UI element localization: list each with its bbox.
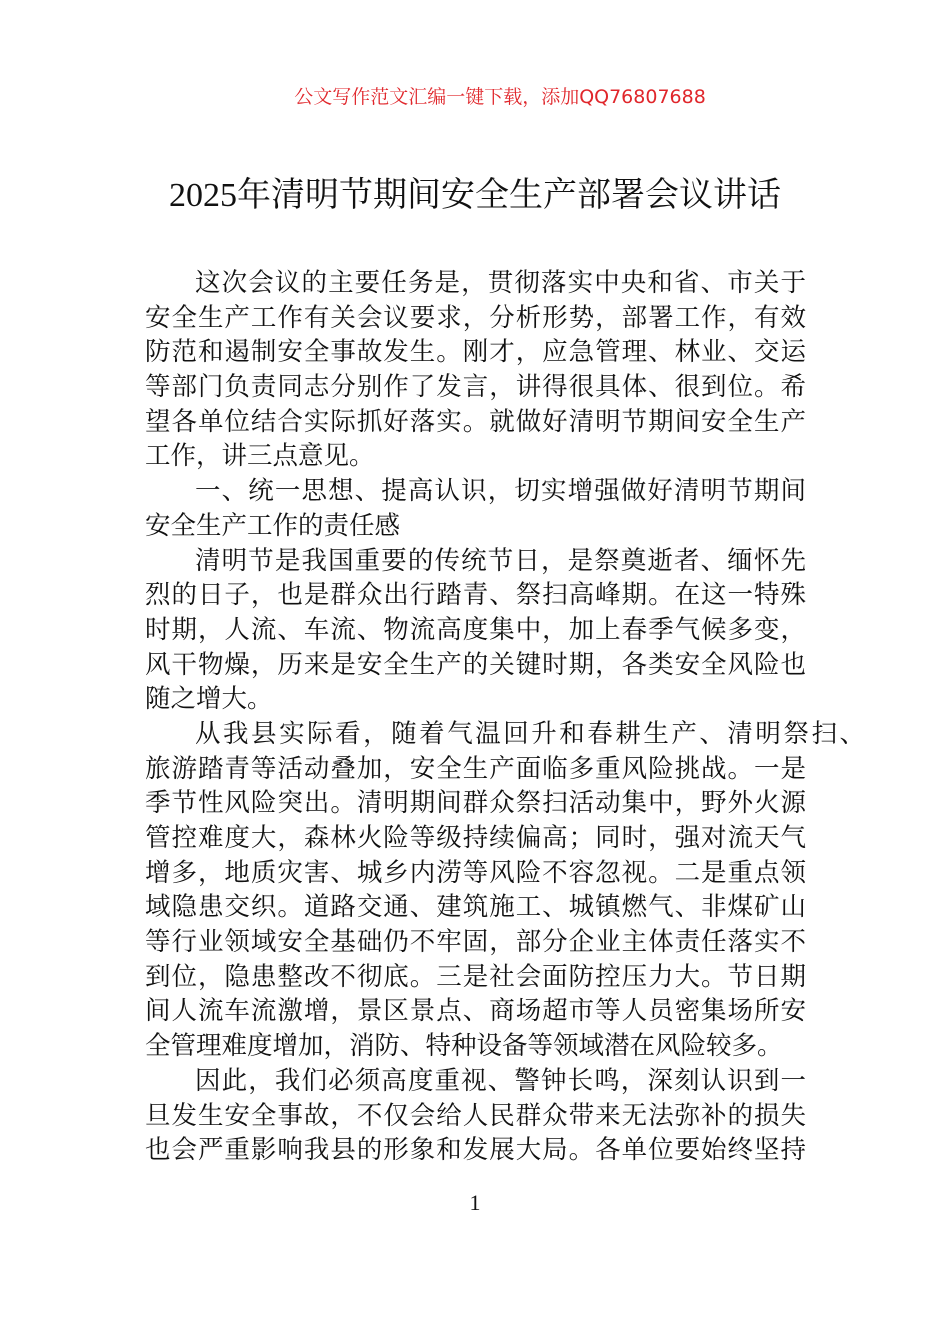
- text-line: 清明节是我国重要的传统节日，是祭奠逝者、缅怀先: [195, 545, 806, 576]
- text-line: 工作，讲三点意见。: [145, 441, 375, 472]
- page-number: 1: [469, 1190, 481, 1215]
- text-line: 随之增大。: [145, 684, 273, 715]
- text-line: 管控难度大，森林火险等级持续偏高；同时，强对流天气: [145, 823, 806, 853]
- text-line: 到位，隐患整改不彻底。三是社会面防控压力大。节日期: [145, 961, 806, 992]
- text-line: 季节性风险突出。清明期间群众祭扫活动集中，野外火源: [145, 788, 806, 819]
- text-line: 域隐患交织。道路交通、建筑施工、城镇燃气、非煤矿山: [145, 892, 806, 923]
- text-line: 一、统一思想、提高认识，切实增强做好清明节期间: [195, 476, 806, 507]
- text-line: 旦发生安全事故，不仅会给人民群众带来无法弥补的损失: [145, 1100, 806, 1131]
- text-line: 烈的日子，也是群众出行踏青、祭扫高峰期。在这一特殊: [145, 580, 806, 611]
- text-line: 全管理难度增加，消防、特种设备等领域潜在风险较多。: [145, 1031, 783, 1062]
- text-line: 望各单位结合实际抓好落实。就做好清明节期间安全生产: [145, 406, 806, 437]
- paragraph: [145, 717, 865, 1064]
- text-line: 也会严重影响我县的形象和发展大局。各单位要始终坚持: [145, 1135, 806, 1166]
- download-watermark-header: 公文写作范文汇编一键下载，添加QQ76807688: [294, 86, 706, 108]
- text-line: 旅游踏青等活动叠加，安全生产面临多重风险挑战。一是: [145, 753, 806, 784]
- text-line: 等部门负责同志分别作了发言，讲得很具体、很到位。希: [145, 372, 806, 403]
- text-line: 风干物燥，历来是安全生产的关键时期，各类安全风险也: [145, 649, 806, 680]
- text-line: 这次会议的主要任务是，贯彻落实中央和省、市关于: [195, 268, 806, 298]
- text-line: 安全生产工作有关会议要求，分析形势，部署工作，有效: [145, 302, 806, 333]
- section-heading: [145, 474, 806, 543]
- text-line: 时期，人流、车流、物流高度集中，加上春季气候多变，: [145, 614, 806, 645]
- text-line: 间人流车流激增，景区景点、商场超市等人员密集场所安: [145, 996, 806, 1027]
- text-line: 安全生产工作的责任感: [145, 510, 401, 541]
- paragraph: [145, 544, 806, 717]
- document-title: 2025年清明节期间安全生产部署会议讲话: [169, 177, 781, 214]
- text-line: 增多，地质灾害、城乡内涝等风险不容忽视。二是重点领: [145, 857, 806, 888]
- text-line: 因此，我们必须高度重视、警钟长鸣，深刻认识到一: [195, 1065, 806, 1096]
- paragraph: [145, 266, 806, 474]
- document-body: [145, 266, 865, 1168]
- paragraph: [145, 1064, 806, 1168]
- text-line: 防范和遏制安全事故发生。刚才，应急管理、林业、交运: [145, 337, 806, 368]
- text-line: 从我县实际看，随着气温回升和春耕生产、清明祭扫、: [195, 718, 865, 749]
- text-line: 等行业领域安全基础仍不牢固，部分企业主体责任落实不: [145, 927, 806, 958]
